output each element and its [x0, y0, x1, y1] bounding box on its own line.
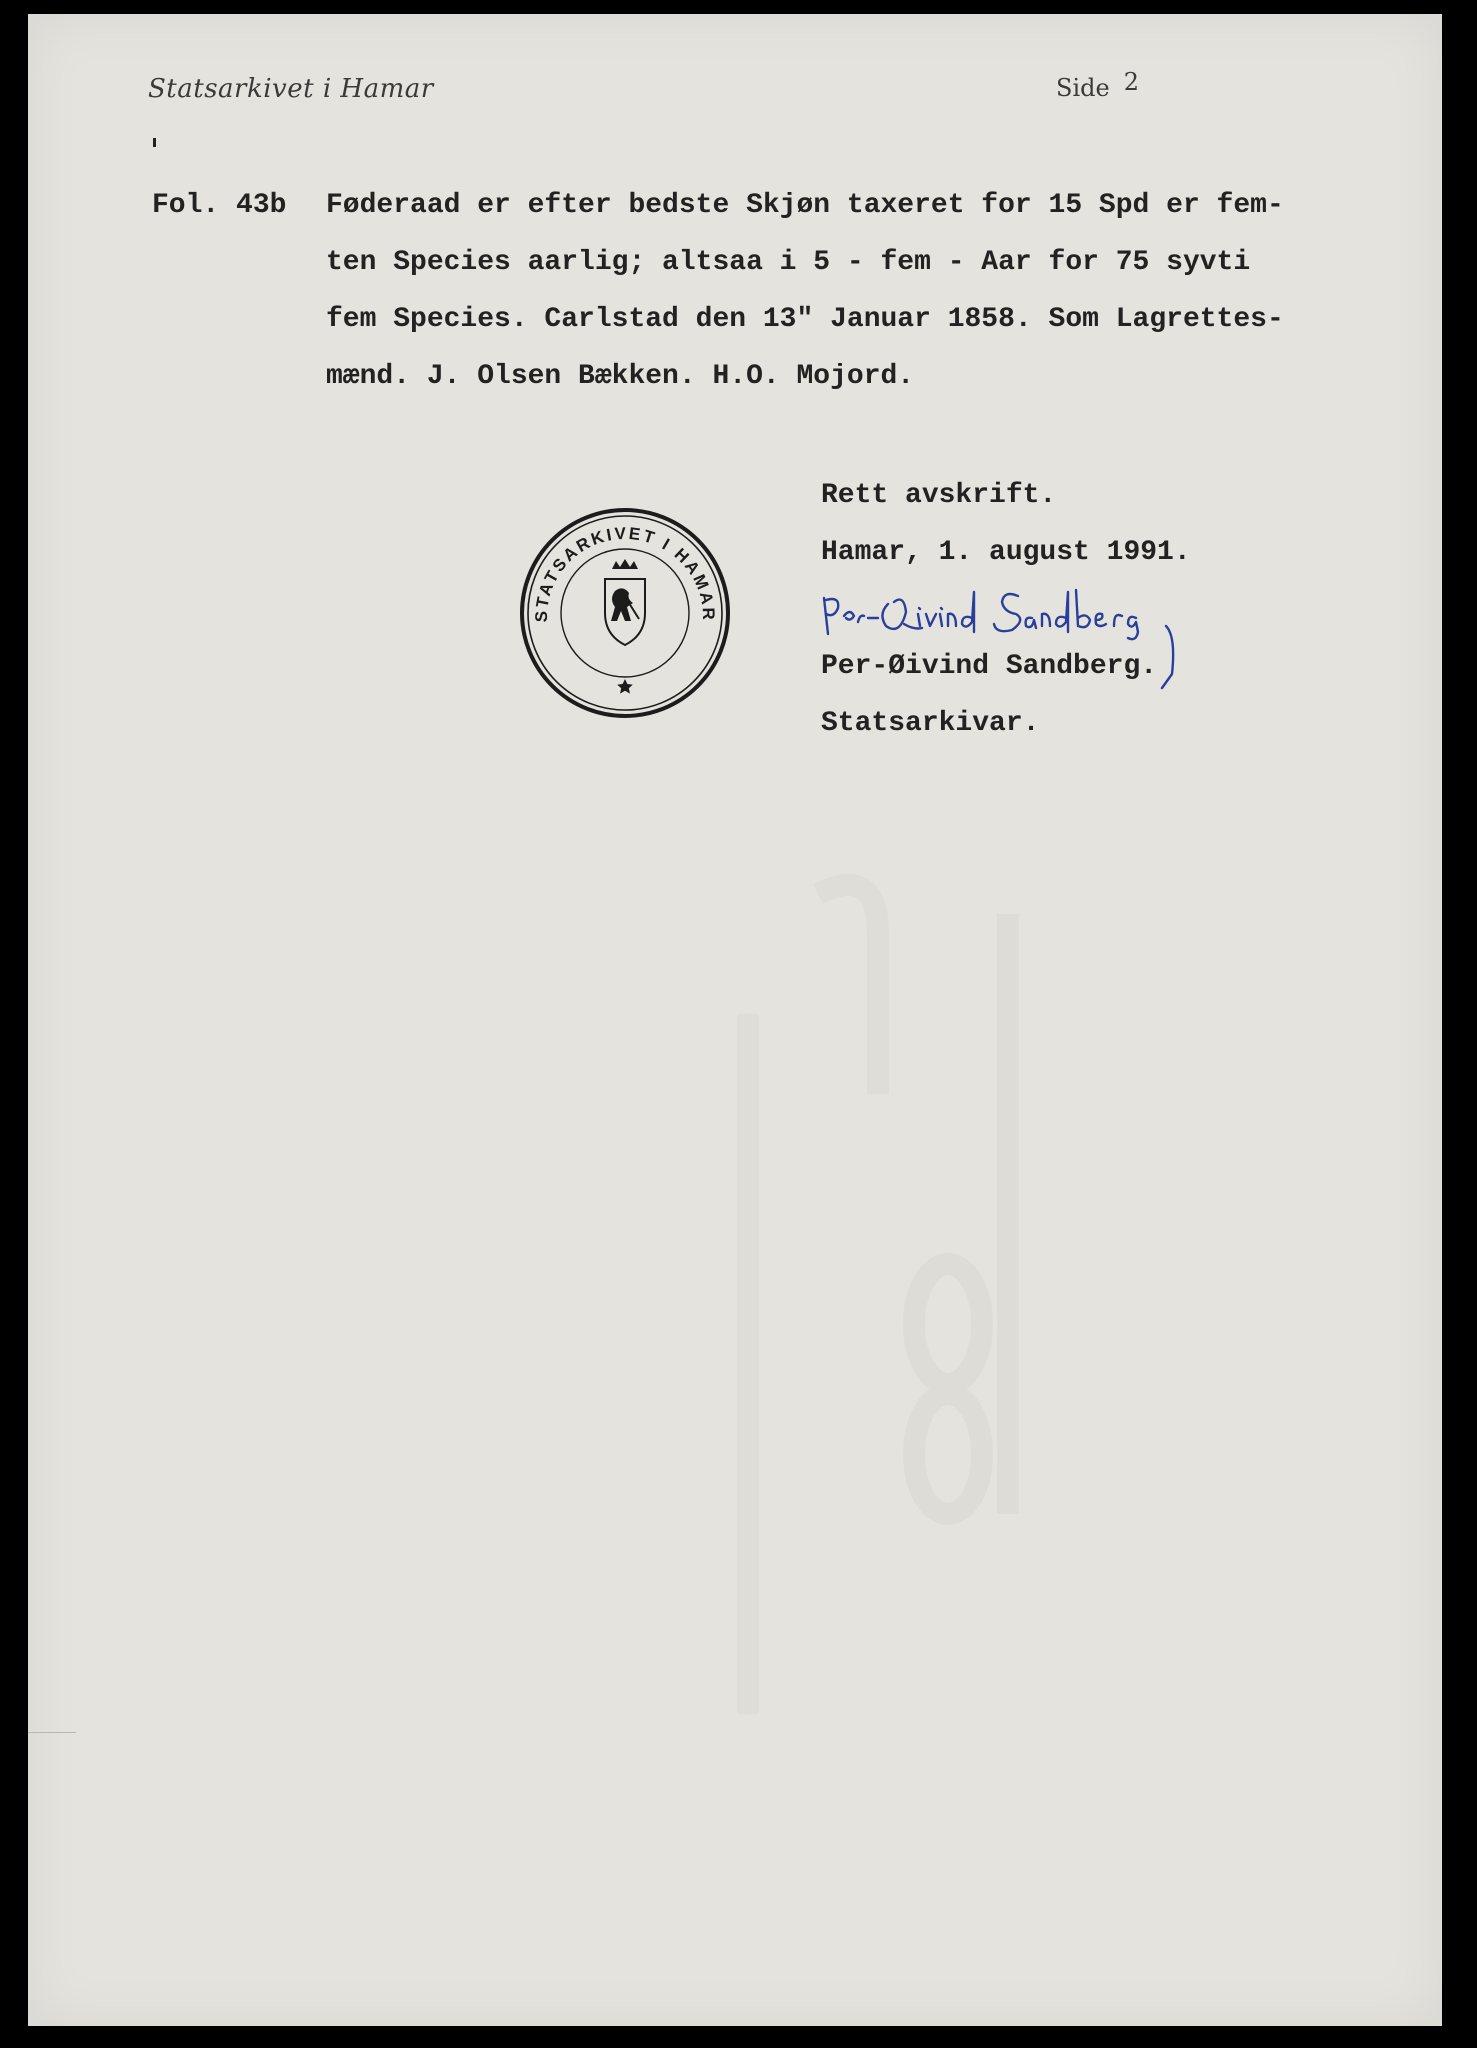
- folio-reference: Fol. 43b: [152, 190, 287, 221]
- document-page: [28, 14, 1442, 2026]
- stamp-text: STATSARKIVET I HAMAR: [531, 523, 719, 623]
- transcription-body: [326, 190, 1284, 418]
- body-line: ten Species aarlig; altsaa i 5 - fem - Aar for 75 syvti: [326, 247, 1251, 278]
- margin-mark: [28, 1732, 76, 1733]
- coat-of-arms-icon: [605, 559, 645, 645]
- archive-name: Statsarkivet i Hamar: [148, 74, 434, 104]
- place-date: Hamar, 1. august 1991.: [821, 537, 1191, 568]
- certified-copy: Rett avskrift.: [821, 480, 1057, 511]
- archive-stamp: [519, 507, 731, 719]
- signatory-name: Per-Øivind Sandberg.: [821, 651, 1158, 682]
- page-label: Side: [1056, 74, 1110, 102]
- handwritten-signature: [818, 584, 1198, 699]
- star-icon: [617, 679, 633, 694]
- page-number: 2: [1123, 68, 1139, 96]
- page-indicator: [1056, 68, 1139, 102]
- body-line: mænd. J. Olsen Bækken. H.O. Mojord.: [326, 361, 915, 392]
- body-line: Føderaad er efter bedste Skjøn taxeret for 15 Spd er fem-: [326, 190, 1284, 221]
- body-line: fem Species. Carlstad den 13" Januar 1858. Som Lagrettes-: [326, 304, 1284, 335]
- signatory-title: Statsarkivar.: [821, 708, 1040, 739]
- tick-mark: [153, 138, 156, 147]
